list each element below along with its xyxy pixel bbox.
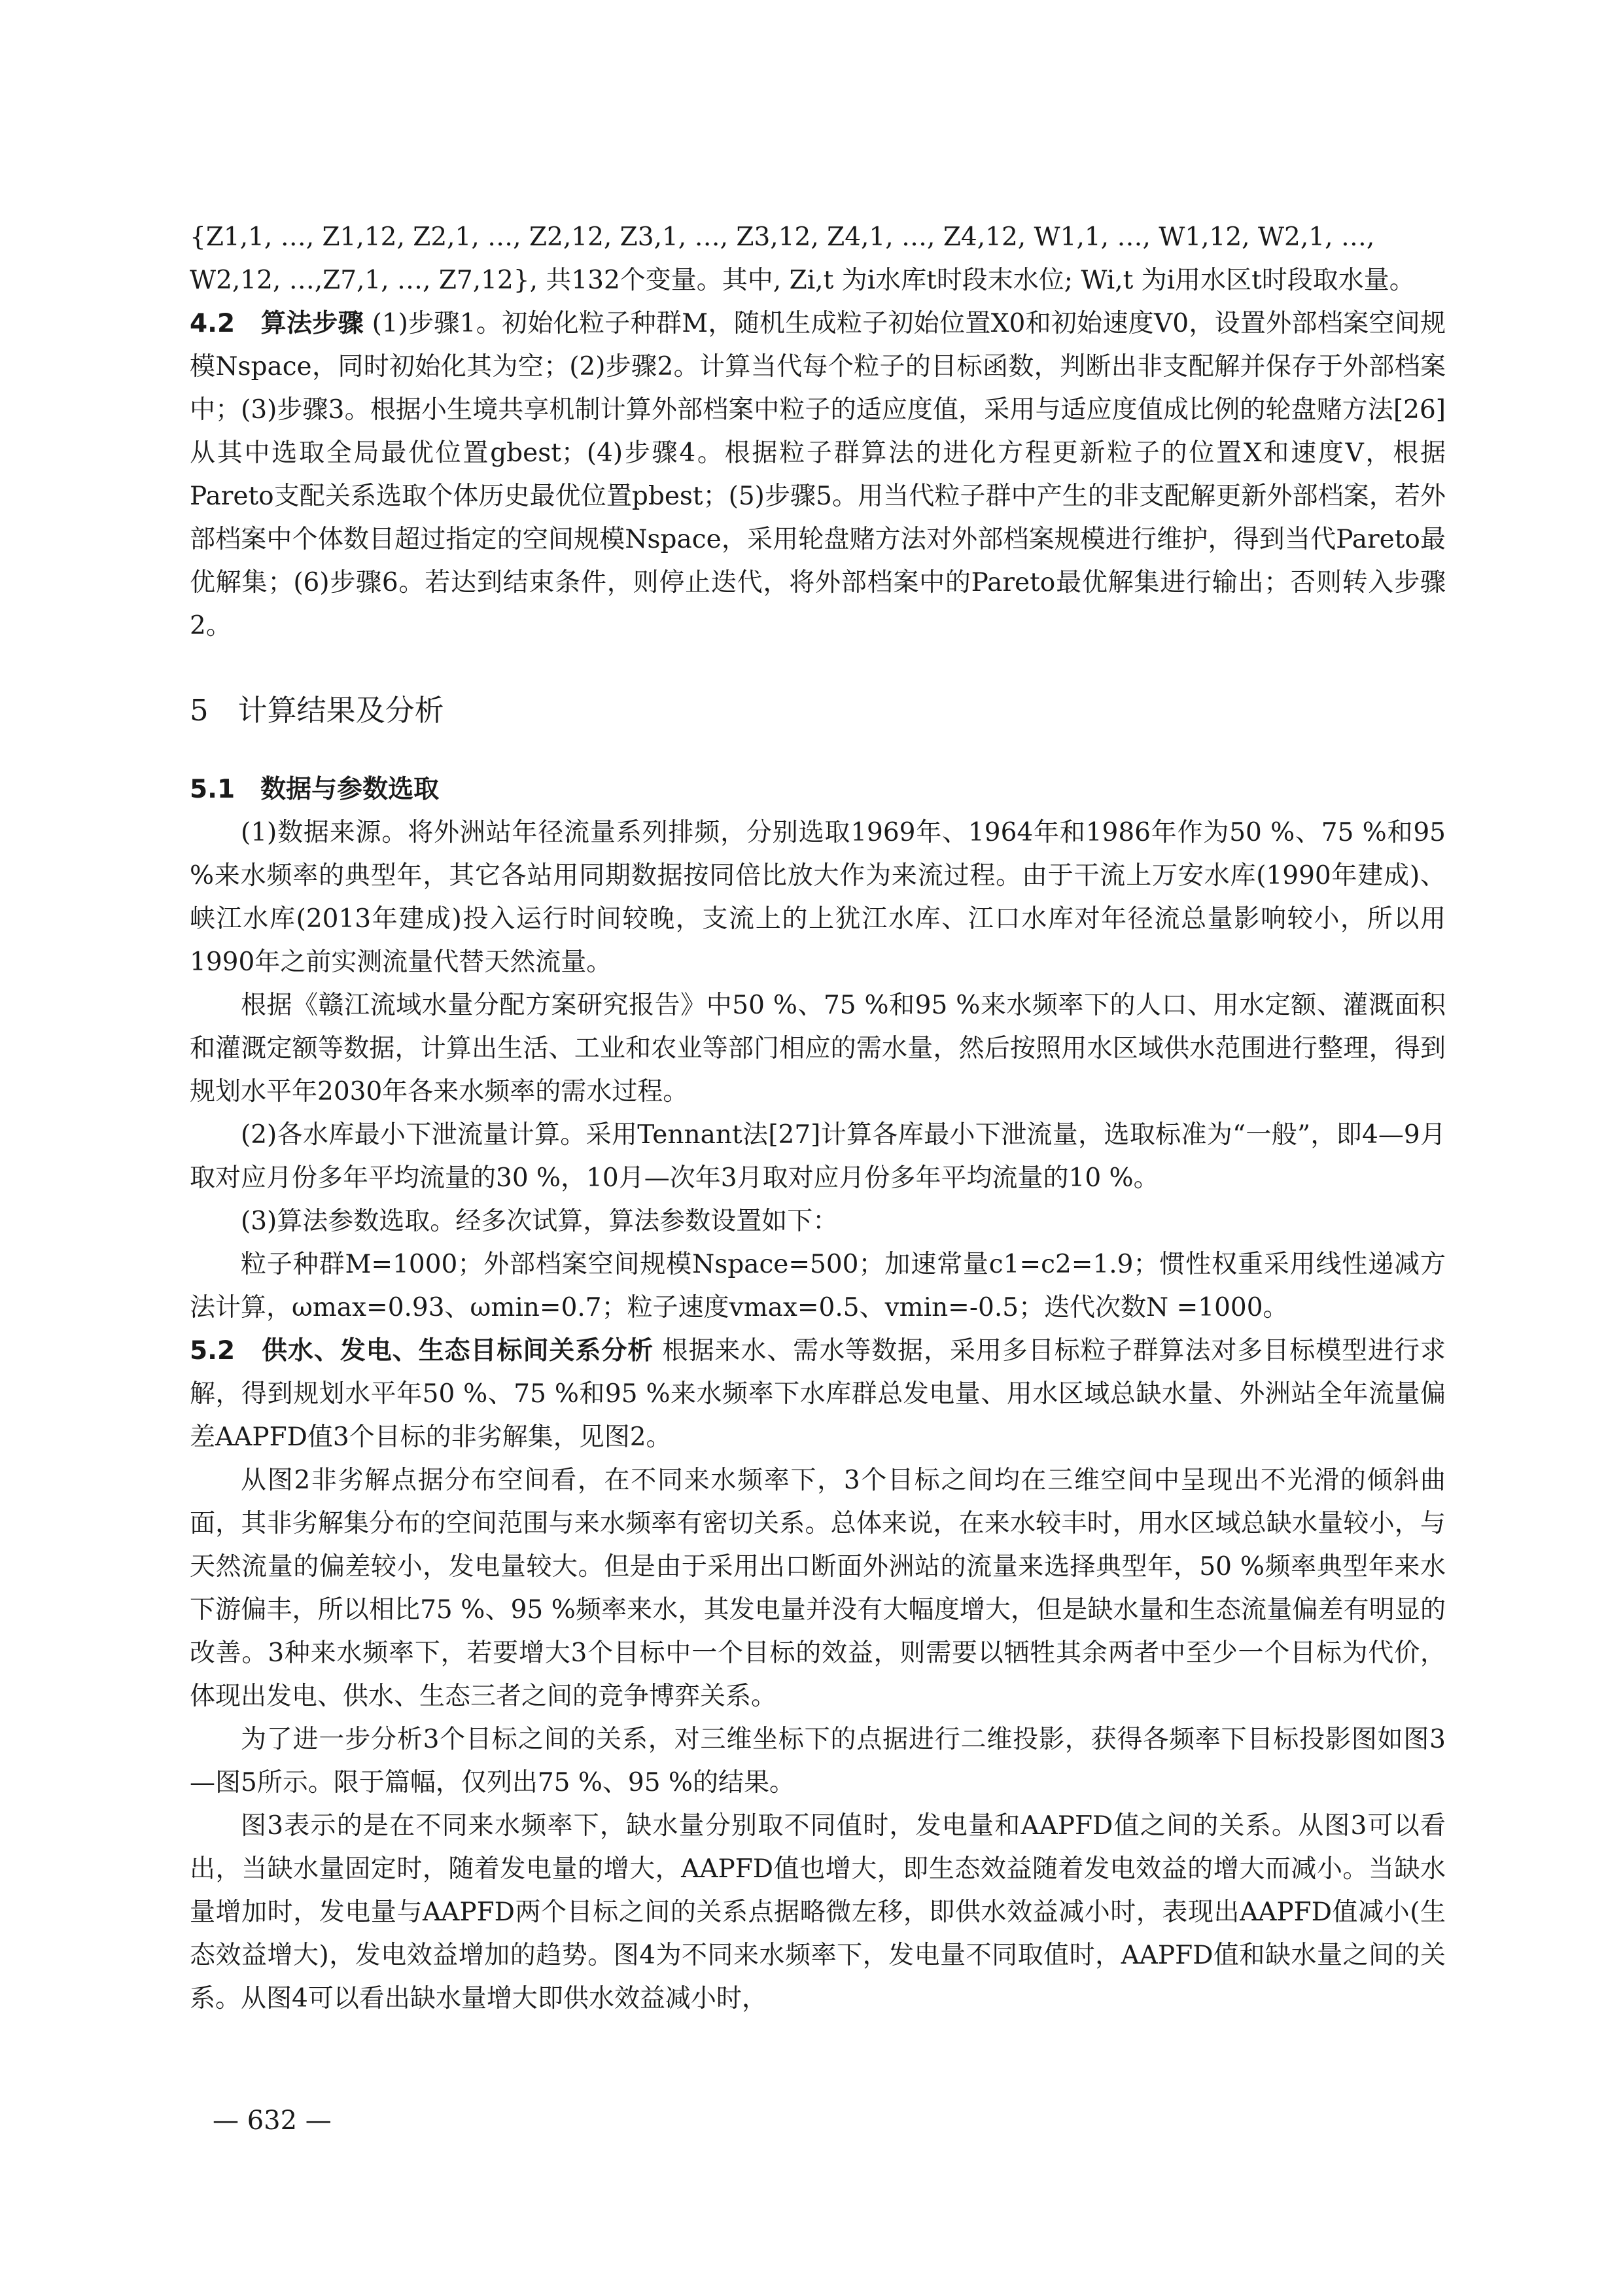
paragraph-5-1-params-intro: (3)算法参数选取。经多次试算，算法参数设置如下： — [241, 1207, 839, 1236]
variable-set-line-1: {Z1,1, …, Z1,12, Z2,1, …, Z2,12, Z3,1, …, Z3,12, Z4,1, …, Z4,12, W1,1, …, W1,12, W2,1, …, — [190, 222, 1375, 252]
page-number: — 632 — — [213, 2106, 332, 2136]
heading-5-1: 5.1 数据与参数选取 — [190, 775, 440, 804]
paragraph-4-2-body: (1)步骤1。初始化粒子种群M，随机生成粒子初始位置X0和初始速度V0，设置外部档案空间规模Nspace，同时初始化其为空；(2)步骤2。计算当代每个粒子的目标函数，判断出非支配解并保存于外部档案中；(3)步骤3。根据小生境共享机制计算外部档案中粒子的适应度值，采用与适应度值成比例的轮盘赌方法[26]从其中选取全局最优位置gbest；(4)步骤4。根据粒子群算法的进化方程更新粒子的位置X和速度V，根据Pareto支配关系选取个体历史最优位置pbest；(5)步骤5。用当代粒子群中产生的非支配解更新外部档案，若外部档案中个体数目超过指定的空间规模Nspace，采用轮盘赌方法对外部档案规模进行维护，得到当代Pareto最优解集；(6)步骤6。若达到结束条件，则停止迭代，将外部档案中的Pareto最优解集进行输出；否则转入步骤2。 — [190, 309, 1446, 641]
paragraph-5-1-params: 粒子种群M=1000；外部档案空间规模Nspace=500；加速常量c1=c2=1.9；惯性权重采用线性递减方法计算，ωmax=0.93、ωmin=0.7；粒子速度vmax=0.5、vmin=-0.5；迭代次数N =1000。 — [190, 1250, 1446, 1322]
paragraph-5-1-water-demand: 根据《赣江流域水量分配方案研究报告》中50 %、75 %和95 %来水频率下的人口、用水定额、灌溉面积和灌溉定额等数据，计算出生活、工业和农业等部门相应的需水量，然后按照用水区域供水范围进行整理，得到规划水平年2030年各来水频率的需水过程。 — [190, 991, 1446, 1106]
paragraph-5-2-pareto: 从图2非劣解点据分布空间看，在不同来水频率下，3个目标之间均在三维空间中呈现出不光滑的倾斜曲面，其非劣解集分布的空间范围与来水频率有密切关系。总体来说，在来水较丰时，用水区域总缺水量较小，与天然流量的偏差较小，发电量较大。但是由于采用出口断面外洲站的流量来选择典型年，50 %频率典型年来水下游偏丰，所以相比75 %、95 %频率来水，其发电量并没有大幅度增大，但是缺水量和生态流量偏差有明显的改善。3种来水频率下，若要增大3个目标中一个目标的效益，则需要以牺牲其余两者中至少一个目标为代价，体现出发电、供水、生态三者之间的竞争博弈关系。 — [190, 1466, 1446, 1711]
paragraph-5-2-fig3: 图3表示的是在不同来水频率下，缺水量分别取不同值时，发电量和AAPFD值之间的关系。从图3可以看出，当缺水量固定时，随着发电量的增大，AAPFD值也增大，即生态效益随着发电效益的增大而减小。当缺水量增加时，发电量与AAPFD两个目标之间的关系点据略微左移，即供水效益减小时，表现出AAPFD值减小(生态效益增大)，发电效益增加的趋势。图4为不同来水频率下，发电量不同取值时，AAPFD值和缺水量之间的关系。从图4可以看出缺水量增大即供水效益减小时， — [190, 1811, 1446, 2013]
paragraph-4-2 — [190, 302, 1446, 648]
paragraph-5-2 — [190, 1330, 1446, 1459]
paragraph-5-2-body: 根据来水、需水等数据，采用多目标粒子群算法对多目标模型进行求解，得到规划水平年50 %、75 %和95 %来水频率下水库群总发电量、用水区域总缺水量、外洲站全年流量偏差AAPFD值3个目标的非劣解集，见图2。 — [190, 1336, 1446, 1452]
heading-5-2: 5.2 供水、发电、生态目标间关系分析 — [190, 1336, 654, 1366]
heading-4-2: 4.2 算法步骤 — [190, 309, 364, 338]
paragraph-5-1-min-flow: (2)各水库最小下泄流量计算。采用Tennant法[27]计算各库最小下泄流量，选取标准为“一般”，即4—9月取对应月份多年平均流量的30 %，10月—次年3月取对应月份多年平均流量的10 %。 — [190, 1120, 1446, 1193]
section-5-title: 5 计算结果及分析 — [190, 693, 444, 728]
paragraph-5-2-projection: 为了进一步分析3个目标之间的关系，对三维坐标下的点据进行二维投影，获得各频率下目标投影图如图3—图5所示。限于篇幅，仅列出75 %、95 %的结果。 — [190, 1725, 1446, 1797]
page-body — [190, 216, 1446, 2021]
variable-set-line-2: W2,12, …,Z7,1, …, Z7,12}, 共132个变量。其中, Zi,t 为i水库t时段末水位; Wi,t 为i用水区t时段取水量。 — [190, 266, 1415, 295]
paragraph-5-1-data-source: (1)数据来源。将外洲站年径流量系列排频，分别选取1969年、1964年和1986年作为50 %、75 %和95 %来水频率的典型年，其它各站用同期数据按同倍比放大作为来流过程。由于干流上万安水库(1990年建成)、峡江水库(2013年建成)投入运行时间较晚，支流上的上犹江水库、江口水库对年径流总量影响较小，所以用1990年之前实测流量代替天然流量。 — [190, 818, 1446, 977]
